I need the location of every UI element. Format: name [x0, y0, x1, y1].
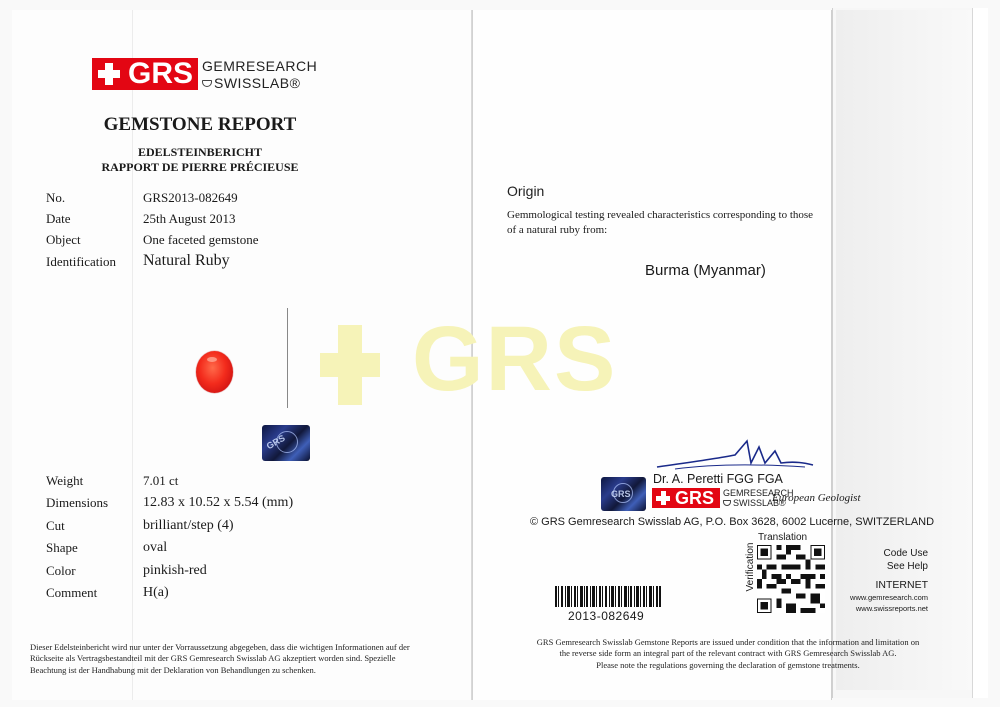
logo-brand: GRS [675, 487, 715, 508]
grs-watermark [320, 308, 620, 415]
signer-name: Dr. A. Peretti FGG FGA [653, 472, 783, 486]
hologram-seal-icon [601, 477, 646, 511]
grs-logo-badge [652, 488, 720, 508]
qr-code-icon [757, 579, 791, 613]
report-subtitle-fr: RAPPORT DE PIERRE PRÉCIEUSE [101, 160, 299, 174]
internet-heading: INTERNET [875, 579, 928, 591]
report-subtitle-de: EDELSTEINBERICHT [137, 145, 263, 159]
field-label: Shape [46, 540, 78, 555]
diamond-icon [723, 500, 731, 506]
origin-text-line: Gemmological testing revealed characteristics corresponding to those [507, 209, 814, 221]
hologram-seal-icon [262, 425, 310, 461]
field-label: Object [46, 232, 81, 247]
signer-title: European Geologist [772, 492, 861, 504]
grs-logo-badge [92, 58, 198, 90]
translation-label: Translation [758, 532, 808, 543]
origin-description [507, 208, 847, 239]
qr-code-icon [757, 545, 791, 579]
field-label: Identification [46, 254, 117, 269]
field-label: Cut [46, 518, 65, 533]
field-label: Dimensions [46, 495, 109, 510]
field-value-cut: brilliant/step (4) [143, 518, 234, 533]
ruby-highlight [207, 357, 217, 362]
handwritten-signature [655, 433, 815, 473]
link-gemresearch[interactable]: www.gemresearch.com [850, 593, 928, 602]
report-conditions-notice [520, 637, 936, 671]
footnote-line: Beachtung ist der Handhabung mit der Deklaration von Behandlungen zu schenken. [30, 664, 316, 675]
barcode-number: 2013-082649 [568, 609, 645, 623]
hologram-text: GRS [264, 432, 287, 452]
field-label: Comment [46, 585, 98, 600]
field-value-object: One faceted gemstone [143, 232, 259, 247]
field-value-color: pinkish-red [143, 563, 207, 578]
link-swissreports[interactable]: www.swissreports.net [855, 603, 928, 613]
see-help-label: See Help [886, 561, 928, 572]
logo-line-swisslab: SWISSLAB® [214, 74, 301, 91]
field-value-identification: Natural Ruby [143, 252, 230, 269]
diamond-icon [202, 80, 212, 87]
field-value-weight: 7.01 ct [143, 473, 179, 488]
logo-brand: GRS [128, 57, 194, 90]
logo-line-gemresearch: GEMRESEARCH [723, 487, 794, 498]
barcode [555, 586, 661, 607]
field-value-report-number: GRS2013-082649 [143, 190, 238, 205]
field-label: Weight [46, 473, 84, 488]
swiss-cross-icon [656, 491, 670, 505]
grs-logo [92, 58, 317, 90]
watermark-text: GRS [412, 308, 618, 410]
field-value-comment: H(a) [143, 585, 169, 600]
scale-line [287, 308, 288, 408]
notice-line: Please note the regulations governing the declaration of gemstone treatments. [596, 659, 860, 670]
logo-line-gemresearch: GEMRESEARCH [202, 57, 318, 74]
footnote-line: Rückseite als Vertragsbestandteil mit der GRS Gemresearch Swisslab AG akzeptiert worden sind. Spezielle [30, 653, 396, 664]
origin-text-line: of a natural ruby from: [507, 224, 608, 237]
footnote-line: Dieser Edelsteinbericht wird nur unter der Vorraussetzung abgegeben, dass die wichtigen Informationen auf der [30, 642, 410, 652]
field-label: Color [46, 563, 76, 578]
code-use-label: Code Use [883, 548, 928, 559]
swiss-cross-watermark-icon [320, 325, 380, 405]
field-value-dimensions: 12.83 x 10.52 x 5.54 (mm) [143, 495, 294, 510]
company-address: © GRS Gemresearch Swisslab AG, P.O. Box 3628, 6002 Lucerne, SWITZERLAND [530, 516, 935, 528]
code-use-help [864, 547, 928, 573]
field-label: No. [46, 190, 66, 205]
field-value-date: 25th August 2013 [143, 211, 236, 226]
paper-edge [972, 8, 988, 698]
origin-country: Burma (Myanmar) [645, 262, 766, 279]
footnote-german [30, 642, 450, 676]
logo-wordmark [202, 59, 317, 90]
web-links [820, 593, 928, 615]
report-title: GEMSTONE REPORT [103, 114, 297, 135]
notice-line: the reverse side form an integral part of the relevant contract with GRS Gemresearch Swisslab AG. [559, 648, 897, 659]
field-label: Date [46, 211, 71, 226]
field-value-shape: oval [143, 540, 168, 555]
swiss-cross-icon [98, 63, 120, 85]
logo-line-swisslab: SWISSLAB® [733, 497, 786, 508]
notice-line: GRS Gemresearch Swisslab Gemstone Reports are issued under condition that the information and limitation on [536, 637, 920, 647]
hologram-text: GRS [611, 489, 631, 499]
verification-label: Verification [745, 542, 756, 592]
origin-heading: Origin [507, 183, 545, 199]
qr-code-icon [791, 545, 825, 579]
